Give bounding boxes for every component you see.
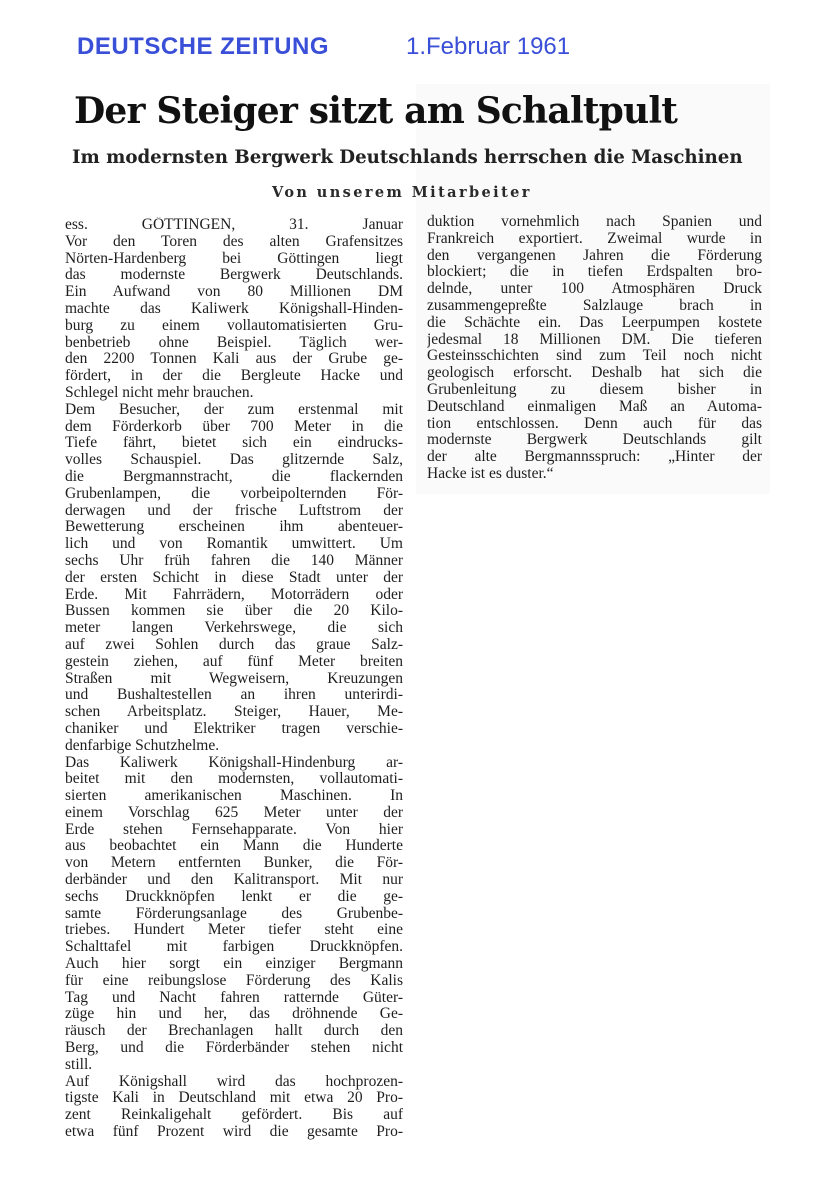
text-line: burg zu einem vollautomatisierten Gru-: [65, 317, 403, 334]
text-line: jedesmal 18 Millionen DM. Die tieferen: [427, 331, 762, 348]
text-line: aus beobachtet ein Mann die Hunderte: [65, 838, 403, 855]
text-line: zent Reinkaligehalt gefördert. Bis auf: [65, 1107, 403, 1124]
text-line: die Bergmannstracht, die flackernden: [65, 468, 403, 485]
article-column-left: [65, 217, 403, 1141]
text-line: tion entschlossen. Denn auch für das: [427, 415, 762, 432]
text-line: die Schächte ein. Das Leerpumpen kostete: [427, 314, 762, 331]
text-line: auf zwei Sohlen durch das graue Salz-: [65, 636, 403, 653]
text-line: Dem Besucher, der zum erstenmal mit: [65, 401, 403, 418]
text-line: Vor den Toren des alten Grafensitzes: [65, 233, 403, 250]
text-line: Das Kaliwerk Königshall-Hindenburg ar-: [65, 754, 403, 771]
text-line: von Metern entfernten Bunker, die För-: [65, 855, 403, 872]
text-line: Nörten-Hardenberg bei Göttingen liegt: [65, 250, 403, 267]
text-line: volles Schauspiel. Das glitzernde Salz,: [65, 452, 403, 469]
text-line: den 2200 Tonnen Kali aus der Grube ge-: [65, 351, 403, 368]
text-line: lich und von Romantik umwittert. Um: [65, 536, 403, 553]
text-line: Grubenleitung zu diesem bisher in: [427, 381, 762, 398]
text-line: Bewetterung erscheinen ihm abenteuer-: [65, 519, 403, 536]
text-line: sechs Druckknöpfen lenkt er die ge-: [65, 888, 403, 905]
text-line: Hacke ist es duster.“: [427, 465, 554, 482]
text-line: Gesteinsschichten sind zum Teil noch nicht: [427, 348, 762, 365]
text-line: derwagen und der frische Luftstrom der: [65, 502, 403, 519]
text-line: ess. GÖTTINGEN, 31. Januar: [65, 217, 403, 233]
text-line: Tag und Nacht fahren ratternde Güter-: [65, 989, 403, 1006]
text-line: meter langen Verkehrswege, die sich: [65, 620, 403, 637]
article-subheadline: Im modernsten Bergwerk Deutschlands herrschen die Maschinen: [72, 147, 743, 168]
text-line: Tiefe fährt, bietet sich ein eindrucks-: [65, 435, 403, 452]
text-line: delnde, unter 100 Atmosphären Druck: [427, 281, 762, 298]
text-line: den vergangenen Jahren die Förderung: [427, 247, 762, 264]
text-line: Erde stehen Fernsehapparate. Von hier: [65, 821, 403, 838]
text-line: denfarbige Schutzhelme.: [65, 737, 220, 754]
text-line: schen Arbeitsplatz. Steiger, Hauer, Me-: [65, 704, 403, 721]
text-line: Grubenlampen, die vorbeipolternden För-: [65, 485, 403, 502]
text-line: derbänder und den Kalitransport. Mit nur: [65, 872, 403, 889]
text-line: Ein Aufwand von 80 Millionen DM: [65, 284, 403, 301]
text-line: Frankreich exportiert. Zweimal wurde in: [427, 230, 762, 247]
article-column-right: [427, 214, 762, 483]
text-line: dem Förderkorb über 700 Meter in die: [65, 418, 403, 435]
text-line: und Bushaltestellen an ihren unterirdi-: [65, 687, 403, 704]
text-line: einem Vorschlag 625 Meter unter der: [65, 804, 403, 821]
text-line: Straßen mit Wegweisern, Kreuzungen: [65, 670, 403, 687]
text-line: räusch der Brechanlagen hallt durch den: [65, 1023, 403, 1040]
masthead: [77, 33, 571, 61]
text-line: sechs Uhr früh fahren die 140 Männer: [65, 552, 403, 569]
text-line: Auch hier sorgt ein einziger Bergmann: [65, 956, 403, 973]
article-headline: Der Steiger sitzt am Schaltpult: [74, 90, 678, 132]
text-line: Erde. Mit Fahrrädern, Motorrädern oder: [65, 586, 403, 603]
text-line: blockiert; die in tiefen Erdspalten bro-: [427, 264, 762, 281]
text-line: tigste Kali in Deutschland mit etwa 20 Pro-: [65, 1090, 403, 1107]
text-line: züge hin und her, das dröhnende Ge-: [65, 1006, 403, 1023]
article-byline: Von unserem Mitarbeiter: [272, 184, 532, 201]
text-line: Bussen kommen sie über die 20 Kilo-: [65, 603, 403, 620]
text-line: etwa fünf Prozent wird die gesamte Pro-: [65, 1124, 403, 1141]
text-line: für eine reibungslose Förderung des Kalis: [65, 972, 403, 989]
text-line: Deutschland einmaligen Maß an Automa-: [427, 398, 762, 415]
text-line: der alte Bergmannsspruch: „Hinter der: [427, 449, 762, 466]
text-line: zusammengepreßte Salzlauge brach in: [427, 297, 762, 314]
text-line: der ersten Schicht in diese Stadt unter der: [65, 569, 403, 586]
text-line: beitet mit den modernsten, vollautomati-: [65, 771, 403, 788]
text-line: samte Förderungsanlage des Grubenbe-: [65, 905, 403, 922]
text-line: gestein ziehen, auf fünf Meter breiten: [65, 653, 403, 670]
text-line: das modernste Bergwerk Deutschlands.: [65, 267, 403, 284]
text-line: fördert, in der die Bergleute Hacke und: [65, 368, 403, 385]
text-line: benbetrieb ohne Beispiel. Täglich wer-: [65, 334, 403, 351]
newspaper-name: DEUTSCHE ZEITUNG: [77, 33, 330, 60]
text-line: Schalttafel mit farbigen Druckknöpfen.: [65, 939, 403, 956]
text-line: duktion vornehmlich nach Spanien und: [427, 214, 762, 230]
text-line: machte das Kaliwerk Königshall-Hinden-: [65, 300, 403, 317]
text-line: Auf Königshall wird das hochprozen-: [65, 1073, 403, 1090]
newspaper-clipping: [62, 84, 770, 1190]
text-line: Berg, und die Förderbänder stehen nicht: [65, 1040, 403, 1057]
text-line: triebes. Hundert Meter tiefer steht eine: [65, 922, 403, 939]
text-line: chaniker und Elektriker tragen verschie-: [65, 720, 403, 737]
text-line: sierten amerikanischen Maschinen. In: [65, 788, 403, 805]
text-line: modernste Bergwerk Deutschlands gilt: [427, 432, 762, 449]
text-line: geologisch erforscht. Deshalb hat sich die: [427, 365, 762, 382]
publication-date: 1.Februar 1961: [406, 33, 571, 60]
text-line: Schlegel nicht mehr brauchen.: [65, 384, 254, 401]
text-line: still.: [65, 1056, 93, 1073]
